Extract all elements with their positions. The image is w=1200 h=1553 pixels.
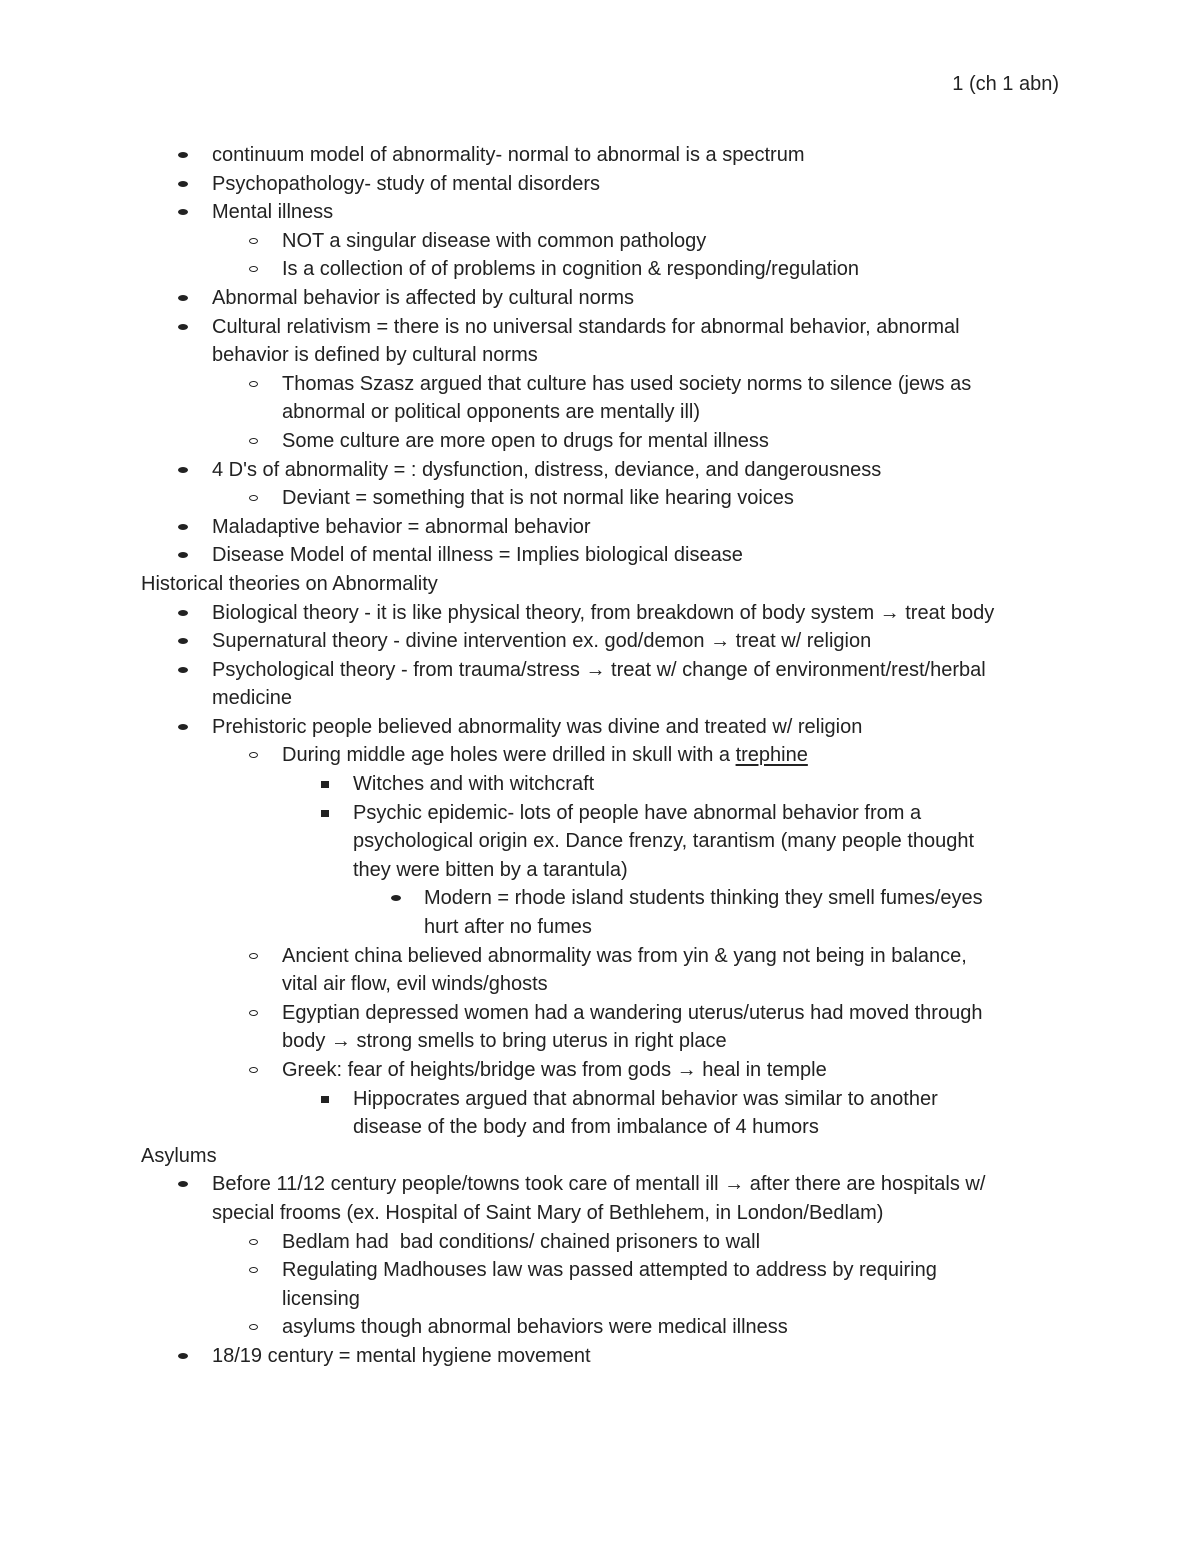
bullet-square-icon <box>316 799 336 828</box>
list-item-continuation: medicine <box>212 687 293 710</box>
list-item: Disease Model of mental illness = Implies biological disease <box>141 541 1061 570</box>
list-item: Egyptian depressed women had a wandering uterus/uterus had moved through <box>141 999 1061 1028</box>
bullet-circle-icon <box>245 1228 265 1257</box>
list-item: Cultural relativism = there is no universal standards for abnormal behavior, abnormal <box>141 313 1061 342</box>
bullet-disc-icon <box>174 599 194 628</box>
list-item-continuation: abnormal or political opponents are mentally ill) <box>282 401 700 424</box>
bullet-disc-icon <box>174 284 194 313</box>
list-item: Witches and with witchcraft <box>141 770 1061 799</box>
section-heading: Historical theories on Abnormality <box>141 572 438 595</box>
bullet-circle-icon <box>245 370 265 399</box>
list-item: continuum model of abnormality- normal to abnormal is a spectrum <box>141 141 1061 170</box>
bullet-disc-icon <box>174 656 194 685</box>
bullet-circle-icon <box>245 1313 265 1342</box>
bullet-disc-icon <box>174 513 194 542</box>
bullet-disc-icon <box>174 1342 194 1371</box>
list-item-continuation: they were bitten by a tarantula) <box>353 858 628 881</box>
bullet-disc-icon <box>174 456 194 485</box>
list-item: Abnormal behavior is affected by cultural norms <box>141 284 1061 313</box>
list-item-continuation: body → strong smells to bring uterus in right place <box>282 1030 727 1053</box>
list-item: NOT a singular disease with common pathology <box>141 227 1061 256</box>
list-item: Mental illness <box>141 198 1061 227</box>
list-item-continuation: behavior is defined by cultural norms <box>212 344 538 367</box>
list-item: Psychological theory - from trauma/stress → treat w/ change of environment/rest/herbal <box>141 656 1061 685</box>
list-item: 18/19 century = mental hygiene movement <box>141 1342 1061 1371</box>
bullet-circle-icon <box>245 255 265 284</box>
list-item: Prehistoric people believed abnormality was divine and treated w/ religion <box>141 713 1061 742</box>
list-item: Maladaptive behavior = abnormal behavior <box>141 513 1061 542</box>
bullet-disc-icon <box>174 713 194 742</box>
bullet-circle-icon <box>245 427 265 456</box>
bullet-circle-icon <box>245 227 265 256</box>
list-item: asylums though abnormal behaviors were medical illness <box>141 1313 1061 1342</box>
list-item: Ancient china believed abnormality was from yin & yang not being in balance, <box>141 942 1061 971</box>
list-item: Thomas Szasz argued that culture has used society norms to silence (jews as <box>141 370 1061 399</box>
list-item: Before 11/12 century people/towns took care of mentall ill → after there are hospitals w/ <box>141 1170 1061 1199</box>
bullet-disc-icon <box>174 141 194 170</box>
list-item: Greek: fear of heights/bridge was from gods → heal in temple <box>141 1056 1061 1085</box>
list-item: Hippocrates argued that abnormal behavior was similar to another <box>141 1085 1061 1114</box>
list-item-continuation: vital air flow, evil winds/ghosts <box>282 973 548 996</box>
bullet-square-icon <box>316 770 336 799</box>
bullet-disc-icon <box>174 198 194 227</box>
bullet-circle-icon <box>245 942 265 971</box>
section-heading: Asylums <box>141 1144 217 1167</box>
bullet-disc-icon <box>174 1170 194 1199</box>
list-item-continuation: licensing <box>282 1287 360 1310</box>
list-item: Regulating Madhouses law was passed attempted to address by requiring <box>141 1256 1061 1285</box>
bullet-square-icon <box>316 1085 336 1114</box>
list-item-continuation: psychological origin ex. Dance frenzy, tarantism (many people thought <box>353 830 975 853</box>
bullet-disc-icon <box>174 170 194 199</box>
bullet-circle-icon <box>245 1056 265 1085</box>
bullet-circle-icon <box>245 484 265 513</box>
bullet-circle-icon <box>245 1256 265 1285</box>
bullet-circle-icon <box>245 999 265 1028</box>
bullet-disc-icon <box>174 627 194 656</box>
page-number-label: 1 (ch 1 abn) <box>952 73 1059 95</box>
bullet-disc-icon <box>387 884 407 913</box>
list-item: Is a collection of of problems in cognition & responding/regulation <box>141 255 1061 284</box>
list-item: Biological theory - it is like physical theory, from breakdown of body system → treat body <box>141 599 1061 628</box>
list-item: Supernatural theory - divine intervention ex. god/demon → treat w/ religion <box>141 627 1061 656</box>
bullet-disc-icon <box>174 541 194 570</box>
list-item-continuation: disease of the body and from imbalance of 4 humors <box>353 1116 819 1139</box>
list-item: Psychic epidemic- lots of people have abnormal behavior from a <box>141 799 1061 828</box>
list-item-continuation: hurt after no fumes <box>424 916 592 939</box>
notes-body <box>141 141 1061 1371</box>
list-item: Some culture are more open to drugs for mental illness <box>141 427 1061 456</box>
list-item-continuation: special frooms (ex. Hospital of Saint Mary of Bethlehem, in London/Bedlam) <box>212 1201 884 1224</box>
bullet-disc-icon <box>174 313 194 342</box>
list-item: Bedlam had bad conditions/ chained prisoners to wall <box>141 1228 1061 1257</box>
bullet-circle-icon <box>245 741 265 770</box>
list-item: Modern = rhode island students thinking they smell fumes/eyes <box>141 884 1061 913</box>
list-item: During middle age holes were drilled in skull with a trephine <box>141 741 1061 770</box>
list-item: Deviant = something that is not normal like hearing voices <box>141 484 1061 513</box>
list-item: 4 D's of abnormality = : dysfunction, distress, deviance, and dangerousness <box>141 456 1061 485</box>
trephine-term: trephine <box>735 744 808 767</box>
list-item: Psychopathology- study of mental disorders <box>141 170 1061 199</box>
